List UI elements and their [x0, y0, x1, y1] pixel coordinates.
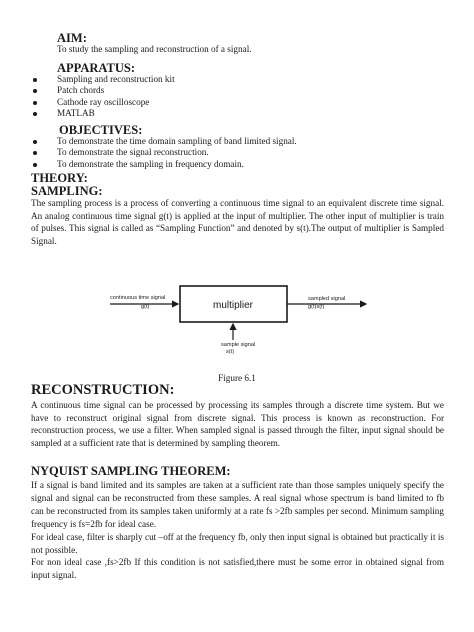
input-symbol: g(t) — [141, 304, 150, 310]
reconstruction-paragraph: A continuous time signal can be processed by processing its samples through a discrete time system. But we have to reconstruct original signal from discrete signal. This process is known as reconstruction. For reconstruction process, we use a filter. When sampled signal is passed through the filter, input signal should be sampled at a sufficient rate that is determined by sampling theorem. — [31, 400, 444, 448]
bullet-icon — [33, 101, 37, 105]
nyquist-body — [31, 479, 444, 582]
list-item: To demonstrate the sampling in frequency domain. — [33, 159, 297, 170]
bullet-icon — [33, 140, 37, 144]
list-item: MATLAB — [33, 108, 175, 119]
sampling-subheading: SAMPLING: — [31, 184, 103, 198]
nyquist-heading: NYQUIST SAMPLING THEOREM: — [31, 464, 231, 478]
objectives-list — [33, 136, 297, 170]
aim-text: To study the sampling and reconstruction of a signal. — [57, 44, 252, 54]
list-item: Cathode ray oscilloscope — [33, 97, 175, 108]
sample-symbol: s(t) — [226, 349, 235, 355]
theory-heading: THEORY: — [31, 171, 88, 185]
multiplier-label: multiplier — [212, 300, 254, 311]
nyquist-paragraph-1: If a signal is band limited and its samples are taken at a sufficient rate than those samples uniquely specify the signal and signal can be reconstructed from these samples. A real signal whose spectrum is band limited to fb can be reconstructed from its samples taken uniformly at a rate fs >2fb samples per second. Minimum sampling frequency is fs=2fb for ideal case. — [31, 480, 444, 529]
sample-label: sample signal — [221, 342, 256, 348]
apparatus-list — [33, 74, 175, 120]
multiplier-block-diagram — [108, 283, 370, 363]
nyquist-paragraph-2: For ideal case, filter is sharply cut –off at the frequency fb, only then input signal is obtained but practically it is not possible. — [31, 531, 444, 555]
list-item: To demonstrate the signal reconstruction. — [33, 147, 297, 158]
list-item: Sampling and reconstruction kit — [33, 74, 175, 85]
input-label: continuous time signal — [110, 295, 166, 301]
list-item: Patch chords — [33, 85, 175, 96]
list-item: To demonstrate the time domain sampling of band limited signal. — [33, 136, 297, 147]
bullet-icon — [33, 163, 37, 167]
output-label: sampled signal — [308, 296, 346, 302]
reconstruction-heading: RECONSTRUCTION: — [31, 382, 175, 398]
aim-heading: AIM: — [57, 31, 87, 45]
nyquist-paragraph-3: For non ideal case ,fs>2fb If this condition is not satisfied,there must be some error in obtained signal from input signal. — [31, 557, 444, 581]
bullet-icon — [33, 78, 37, 82]
objectives-heading: OBJECTIVES: — [59, 123, 143, 137]
bullet-icon — [33, 151, 37, 155]
output-symbol: g(t)s(t) — [308, 304, 325, 310]
figure-caption: Figure 6.1 — [218, 373, 256, 383]
bullet-icon — [33, 112, 37, 116]
bullet-icon — [33, 89, 37, 93]
sampling-paragraph: The sampling process is a process of converting a continuous time signal to an equivalent discrete time signal. An analog continuous time signal g(t) is applied at the input of multiplier. The other input of multiplier is train of pulses. This signal is called as “Sampling Function” and denoted by s(t).The output of multiplier is Sampled Signal. — [31, 198, 444, 246]
apparatus-heading: APPARATUS: — [57, 61, 136, 75]
